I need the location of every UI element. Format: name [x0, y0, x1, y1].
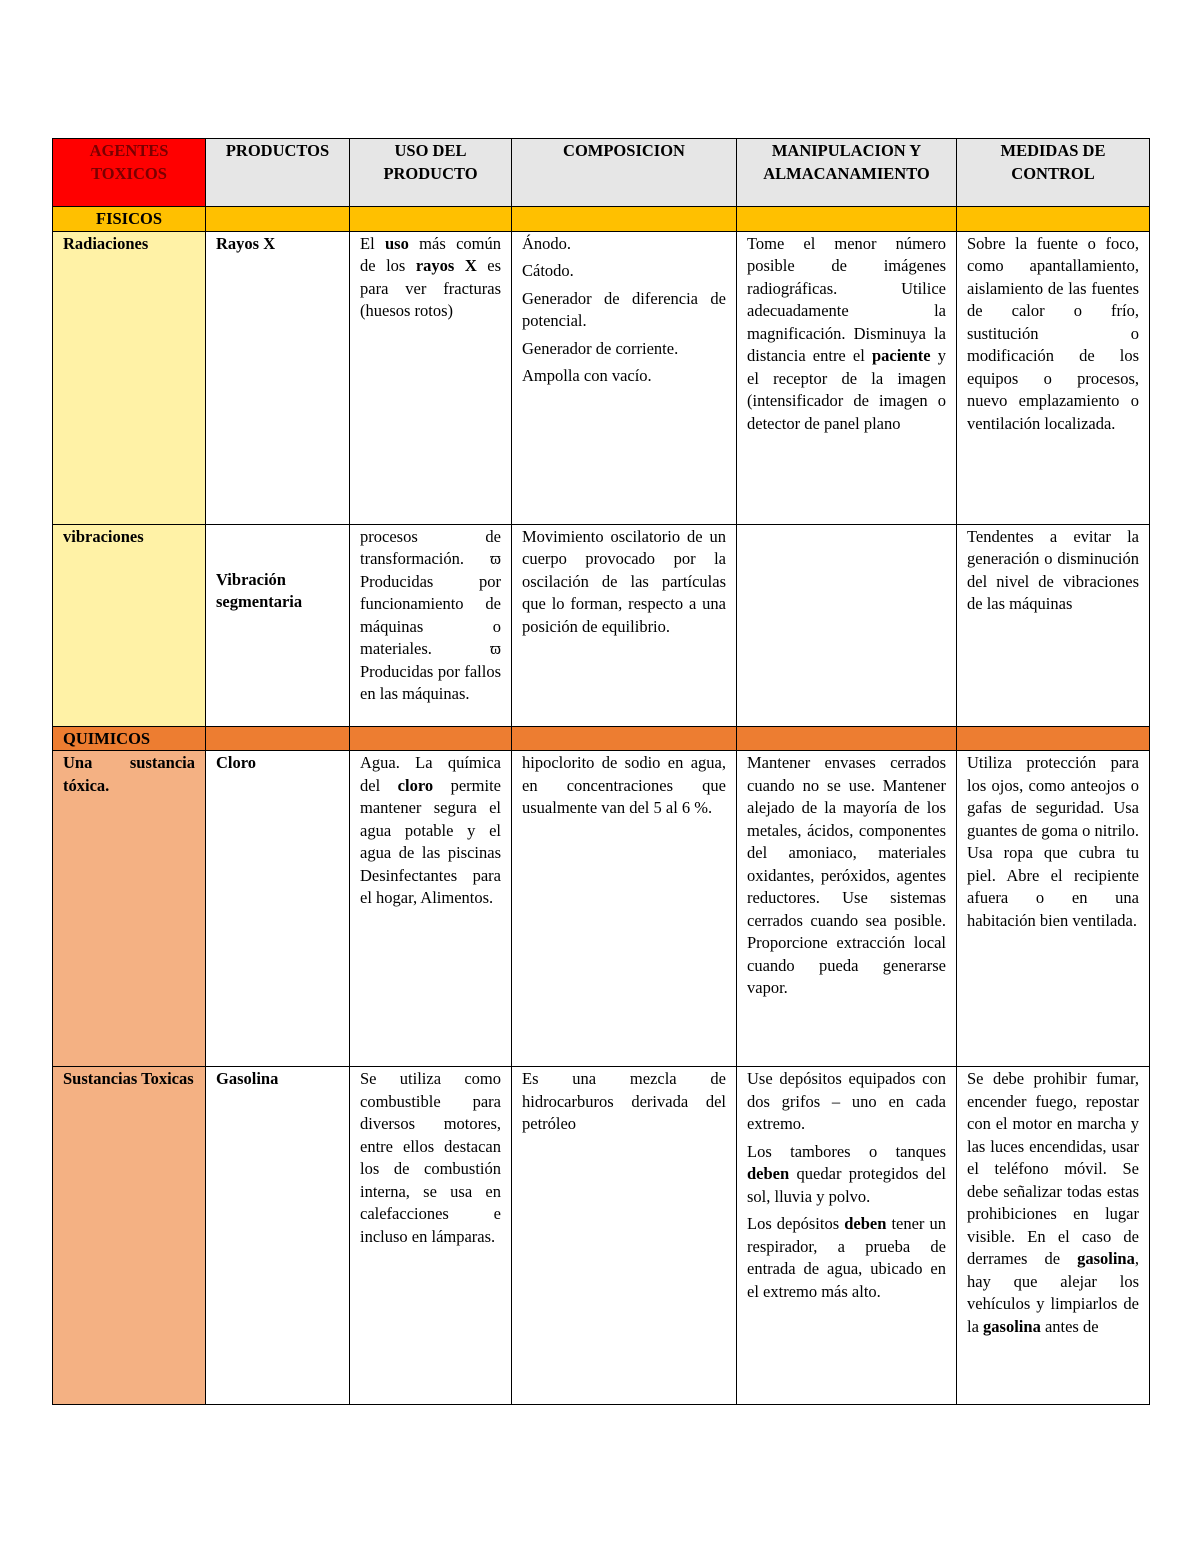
header-productos: PRODUCTOS	[206, 139, 350, 207]
control-cell: Tendentes a evitar la generación o disminución del nivel de vibraciones de las máquinas	[957, 524, 1150, 726]
composition-cell: Ánodo. Cátodo. Generador de diferencia de potencial. Generador de corriente. Ampolla con vacío.	[512, 231, 737, 524]
handling-cell: Tome el menor número posible de imágenes radiográficas. Utilice adecuadamente la magnificación. Disminuya la distancia entre el paciente y el receptor de la imagen (intensificador de imagen o detector de panel plano	[737, 231, 957, 524]
table-row	[53, 1067, 1150, 1405]
composition-cell: Movimiento oscilatorio de un cuerpo provocado por la oscilación de las partículas que lo forman, respecto a una posición de equilibrio.	[512, 524, 737, 726]
agent-cell: Sustancias Toxicas	[53, 1067, 206, 1405]
header-medidas: MEDIDAS DE CONTROL	[957, 139, 1150, 207]
category-row-quimicos	[53, 726, 1150, 751]
use-cell: El uso más común de los rayos X es para ver fracturas (huesos rotos)	[350, 231, 512, 524]
category-fisicos: FISICOS	[53, 207, 206, 232]
product-cell: Rayos X	[206, 231, 350, 524]
category-row-fisicos	[53, 207, 1150, 232]
header-agentes: AGENTES TOXICOS	[53, 139, 206, 207]
handling-cell	[737, 524, 957, 726]
product-cell: Cloro	[206, 751, 350, 1067]
control-cell: Sobre la fuente o foco, como apantallamiento, aislamiento de las fuentes de calor o frío, sustitución o modificación de los equipos o procesos, nuevo emplazamiento o ventilación localizada.	[957, 231, 1150, 524]
header-row	[53, 139, 1150, 207]
agent-cell: vibraciones	[53, 524, 206, 726]
handling-cell: Use depósitos equipados con dos grifos – uno en cada extremo. Los tambores o tanques deben quedar protegidos del sol, lluvia y polvo. Los depósitos deben tener un respirador, a prueba de entrada de agua, ubicado en el extremo más alto.	[737, 1067, 957, 1405]
use-cell: Agua. La química del cloro permite mantener segura el agua potable y el agua de las piscinas Desinfectantes para el hogar, Alimentos.	[350, 751, 512, 1067]
agents-table	[52, 138, 1150, 1405]
product-cell: Gasolina	[206, 1067, 350, 1405]
table-row	[53, 751, 1150, 1067]
control-cell: Se debe prohibir fumar, encender fuego, repostar con el motor en marcha y las luces encendidas, usar el teléfono móvil. Se debe señalizar todas estas prohibiciones en lugar visible. En el caso de derrames de gasolina, hay que alejar los vehículos y limpiarlos de la gasolina antes de	[957, 1067, 1150, 1405]
agent-cell: Una sustancia tóxica.	[53, 751, 206, 1067]
category-quimicos: QUIMICOS	[53, 726, 206, 751]
composition-cell: hipoclorito de sodio en agua, en concentraciones que usualmente van del 5 al 6 %.	[512, 751, 737, 1067]
header-manipulacion: MANIPULACION Y ALMACANAMIENTO	[737, 139, 957, 207]
use-cell: procesos de transformación. ϖ Producidas por funcionamiento de máquinas o materiales. ϖ Producidas por fallos en las máquinas.	[350, 524, 512, 726]
header-uso: USO DEL PRODUCTO	[350, 139, 512, 207]
table-row	[53, 231, 1150, 524]
use-cell: Se utiliza como combustible para diversos motores, entre ellos destacan los de combustión interna, se usa en calefacciones e incluso en lámparas.	[350, 1067, 512, 1405]
header-composicion: COMPOSICION	[512, 139, 737, 207]
composition-cell: Es una mezcla de hidrocarburos derivada del petróleo	[512, 1067, 737, 1405]
handling-cell: Mantener envases cerrados cuando no se use. Mantener alejado de la mayoría de los metales, ácidos, componentes del amoniaco, materiales oxidantes, peróxidos, agentes reductores. Use sistemas cerrados cuando sea posible. Proporcione extracción local cuando pueda generarse vapor.	[737, 751, 957, 1067]
product-cell: Vibración segmentaria	[206, 524, 350, 726]
table-row	[53, 524, 1150, 726]
agent-cell: Radiaciones	[53, 231, 206, 524]
control-cell: Utiliza protección para los ojos, como anteojos o gafas de seguridad. Usa guantes de goma o nitrilo. Usa ropa que cubra tu piel. Abre el recipiente afuera o en una habitación bien ventilada.	[957, 751, 1150, 1067]
